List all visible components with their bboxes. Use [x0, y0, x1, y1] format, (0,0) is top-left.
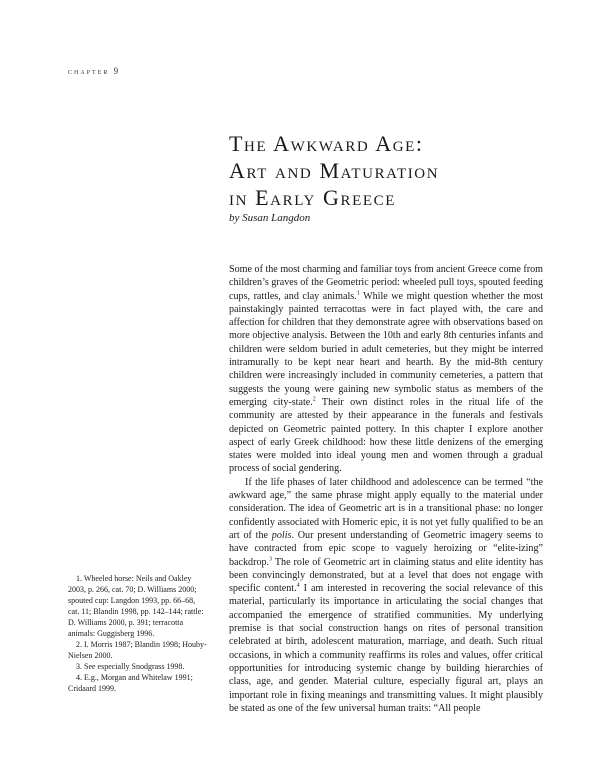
paragraph-2-part-b: . Our present understanding of Geometric imagery seems to have contracted from epic scope to vaguely heroizing or “elite-izing” backdrop.: [229, 529, 543, 568]
paragraph-1-part-b: While we might question whether the most painstakingly painted terracottas were in fact played with, the care and affection for children that they demonstrate agree with observations based on more objective analysis. Between the 10th and early 8th centuries infants and children were seldom buried in adult cemeteries, but they might be interred intramurally to be kept near heart and hearth. By the mid-8th century children were increasingly included in community cemeteries, a pattern that suggests the young were gaining new symbolic status as members of the emerging city-state.: [229, 290, 543, 408]
title-line-3: in Early Greece: [229, 185, 396, 210]
paragraph-1: [229, 263, 543, 476]
paragraph-2: [229, 476, 543, 715]
footnote-ref-2: 2: [312, 396, 316, 403]
footnote-2: 2. I. Morris 1987; Blandin 1998; Houby-Nielsen 2000.: [68, 640, 207, 660]
title-line-1: The Awkward Age:: [229, 131, 424, 156]
footnotes: [68, 573, 208, 694]
footnote-1: 1. Wheeled horse: Neils and Oakley 2003, p. 266, cat. 70; D. Williams 2000; spouted cup: Langdon 1993, pp. 66–68, cat. 11; Blandin 1998, pp. 142–144; rattle: D. Williams 2000, p. 391; terracotta animals: Guggisberg 1996.: [68, 574, 204, 638]
paragraph-2-part-a: If the life phases of later childhood and adolescence can be termed “the awkward age,” the same phrase might apply equally to the material under consideration. The idea of Geometric art is in a transitional phase: no longer confidently associated with Homeric epic, it is not yet fully qualified to be an art of the: [229, 476, 543, 541]
paragraph-1-part-c: Their own distinct roles in the ritual life of the community are attested by their appearance in the funerals and festivals depicted on Geometric painted pottery. In this chapter I explore another aspect of early Greek childhood: how these little denizens of the emerging states were molded into ideal young men and women through a gradual process of social gendering.: [229, 396, 544, 475]
footnote-ref-1: 1: [356, 290, 360, 297]
chapter-label: chapter 9: [68, 66, 121, 76]
title-line-2: Art and Maturation: [229, 158, 440, 183]
author-byline: by Susan Langdon: [229, 212, 311, 224]
footnote-ref-3: 3: [269, 556, 273, 563]
footnote-3: 3. See especially Snodgrass 1998.: [76, 662, 185, 671]
body-text: [229, 263, 543, 715]
chapter-title: [229, 130, 569, 211]
footnote-ref-4: 4: [296, 582, 300, 589]
footnote-4: 4. E.g., Morgan and Whitelaw 1991; Cridaard 1999.: [68, 673, 193, 693]
paragraph-2-part-c: The role of Geometric art in claiming status and elite identity has been convincingly demonstrated, but at a level that does not engage with specific content.: [229, 556, 543, 595]
paragraph-2-italic: polis: [271, 529, 292, 541]
paragraph-2-part-d: I am interested in recovering the social relevance of this material, particularly its importance in articulating the social changes that accompanied the emergence of stratified communities. My underlying premise is that social construction hangs on rites of personal transition celebrated at birth, adolescent maturation, marriage, and death. Such ritual occasions, in which a community reaffirms its roles and values, offer critical opportunities for introducing systemic change by building hierarchies of class, age, and gender. Material culture, especially figural art, plays an important role in fixing meanings and transmitting values. It might plausibly be stated as one of the few universal human traits: “All people: [229, 583, 543, 714]
paragraph-1-part-a: Some of the most charming and familiar toys from ancient Greece come from children’s graves of the Geometric period: wheeled pull toys, spouted feeding cups, rattles, and clay animals.: [229, 264, 543, 302]
